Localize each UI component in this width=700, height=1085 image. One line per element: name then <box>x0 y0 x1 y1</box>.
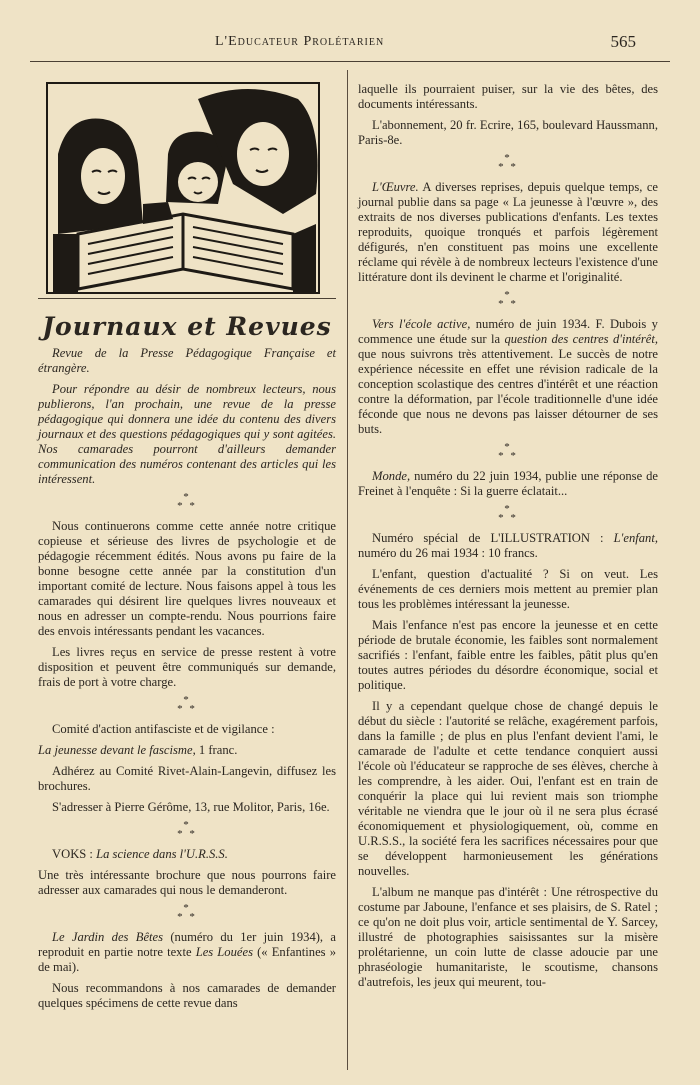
comite-price: 1 franc. <box>195 743 238 757</box>
voks-paragraph: Une très intéressante brochure que nous pourrons faire adresser aux camarades qui nous le demanderont. <box>38 868 336 897</box>
illustration-title: L'enfant, <box>613 531 658 545</box>
left-column <box>38 82 336 1017</box>
comite-line-4: S'adresser à Pierre Gérôme, 13, rue Molitor, Paris, 16e. <box>52 800 330 814</box>
jardin-text-a: (numéro du 1er juin 1934), a reproduit en partie notre texte <box>38 930 336 959</box>
woodcut-illustration <box>46 82 320 294</box>
illustration-p3: Il y a cependant quelque chose de changé depuis le début du siècle : l'autorité se relâche, exagérement parfois, dans la famille ; de plus en plus l'enfant devient l'ami, le camarade de l'adulte et cette tendance conquiert aussi l'école où l'éducateur se rapproche de ses élèves, cherche à les comprendre, à les aider. Oui, l'enfant est en train de conquérir la place qui lui revient mais son triomphe véritable ne viendra que le jour où il ne sera plus écrasé économiquement et physiologiquement, où, comme en U.R.S.S., la société fera les sacrifices nécessaires pour que se développent harmonieusement les générations nouvelles. <box>358 699 658 878</box>
monde-title: Monde, <box>372 469 411 483</box>
paragraph-livres: Les livres reçus en service de presse restent à votre disposition et peuvent être communiqués sur demande, frais de port à votre charge. <box>38 645 336 689</box>
illustration-heading <box>358 531 658 561</box>
jardin-louees: Les Louées <box>195 945 253 959</box>
section-separator: * * * <box>177 819 197 840</box>
comite-line-1: Comité d'action antifasciste et de vigilance : <box>52 722 275 736</box>
section-separator: * * * <box>498 289 518 310</box>
oeuvre-paragraph <box>358 180 658 285</box>
jardin-text-b: (« Enfantines » de mai). <box>38 945 336 974</box>
oeuvre-title: L'Œuvre. <box>372 180 419 194</box>
column-divider <box>347 70 348 1070</box>
comite-brochure-title: La jeunesse devant le fascisme, <box>38 743 196 757</box>
vers-question: question des centres d'intérêt, <box>504 332 658 346</box>
section-separator: * * * <box>177 491 197 512</box>
section-title: Journaux et Revues <box>42 312 332 341</box>
monde-text: numéro du 22 juin 1934, publie une réponse de Freinet à l'enquête : Si la guerre éclatait... <box>358 469 658 498</box>
right-column <box>358 82 658 996</box>
jardin-title: Le Jardin des Bêtes <box>52 930 164 944</box>
continued-text: laquelle ils pourraient puiser, sur la vie des bêtes, des documents intéressants. <box>358 82 658 111</box>
vers-text-a: numéro de juin 1934. F. Dubois y commence une étude sur la <box>358 317 658 346</box>
illustration-p2: Mais l'enfance n'est pas encore la jeunesse et en cette période de brutale économie, les faibles sont normalement sacrifiés : l'enfant, faible entre les faibles, pâtit plus qu'en toutes autres périodes du désordre économique, social et politique. <box>358 618 658 692</box>
section-separator: * * * <box>498 152 518 173</box>
vers-paragraph <box>358 317 658 437</box>
illustration-p4: L'album ne manque pas d'intérêt : Une rétrospective du costume par Jaboune, l'enfance et ses plaisirs, de S. Ratel ; ce qu'on ne doit plus voir, article sentimental de Y. Sarcey, illustré de photographies saisissantes sur la misère prolétarienne, un coin lutte de classe adoucie par une phraséologie humanitariste, le scoutisme, chansons d'autrefois, les jeux qui meurent, tou- <box>358 885 658 989</box>
vers-title: Vers l'école active, <box>372 317 471 331</box>
intro-heading: Revue de la Presse Pédagogique Française et étrangère. <box>38 346 336 375</box>
intro-paragraph: Pour répondre au désir de nombreux lecteurs, nous publierons, l'an prochain, une revue de la presse pédagogique qui donnera une idée du contenu des divers journaux et des questions pédagogiques qui y sont agitées. Nos camarades pourront d'ailleurs demander communication des numéros contenant des articles qui les intéressent. <box>38 382 336 486</box>
illustration-p1: L'enfant, question d'actualité ? Si on veut. Les événements de ces derniers mois mettent au premier plan tous les problèmes intéressant la jeunesse. <box>358 567 658 611</box>
illustration-label: Numéro spécial de L'ILLUSTRATION : <box>372 531 614 545</box>
voks-label: VOKS : <box>52 847 97 861</box>
page-number: 565 <box>610 32 636 51</box>
children-reading-woodcut <box>48 84 318 292</box>
abonnement-line: L'abonnement, 20 fr. Ecrire, 165, boulevard Haussmann, Paris-8e. <box>358 118 658 147</box>
comite-line-3: Adhérez au Comité Rivet-Alain-Langevin, diffusez les brochures. <box>38 764 336 793</box>
voks-title: La science dans l'U.R.S.S. <box>96 847 228 861</box>
jardin-paragraph <box>38 930 336 975</box>
illustration-issue: numéro du 26 mai 1934 : 10 francs. <box>358 546 538 560</box>
journal-title: L'Educateur Prolétarien <box>215 34 385 49</box>
running-header <box>30 28 670 62</box>
jardin-recommend: Nous recommandons à nos camarades de demander quelques spécimens de cette revue dans <box>38 981 336 1010</box>
section-separator: * * * <box>177 902 197 923</box>
vers-text-b: que nous suivrons très attentivement. Le succès de notre expérience nécessite en effet une révision radicale de la conception scolastique des centres d'intérêt et une réaction contre la déformation, par l'école traditionnelle d'une idée féconde que nous ne devons pas laisser détourner de ses buts. <box>358 347 658 436</box>
oeuvre-text: A diverses reprises, depuis quelque temps, ce journal publie dans sa page « La jeunesse à l'œuvre », des extraits de nos diverses publications d'enfants. Les textes reproduits, quoique tronqués et parfois légèrement défigurés, n'en constituent pas moins une excellente réclame qui révèle à de nombreux lecteurs l'existence d'une littérature dont ils devinent le charme et l'originalité. <box>358 180 658 284</box>
voks-line <box>38 847 336 862</box>
section-separator: * * * <box>498 441 518 462</box>
monde-paragraph <box>358 469 658 499</box>
title-rule <box>38 298 336 299</box>
paragraph-continuerons: Nous continuerons comme cette année notre critique copieuse et sérieuse des livres de psychologie et de pédagogie récemment édités. Nous avons pu faire de la bonne besogne cette année par la constitution d'un important comité de lecture. Nous faisons appel à tous les camarades qui désirent lire quelques livres nouveaux et nous en adresser un compte-rendu. Nous pourrions faire des envois intéressants pendant les vacances. <box>38 519 336 638</box>
header-rule <box>30 61 670 62</box>
section-separator: * * * <box>177 694 197 715</box>
comite-line-2 <box>38 743 336 758</box>
section-separator: * * * <box>498 503 518 524</box>
